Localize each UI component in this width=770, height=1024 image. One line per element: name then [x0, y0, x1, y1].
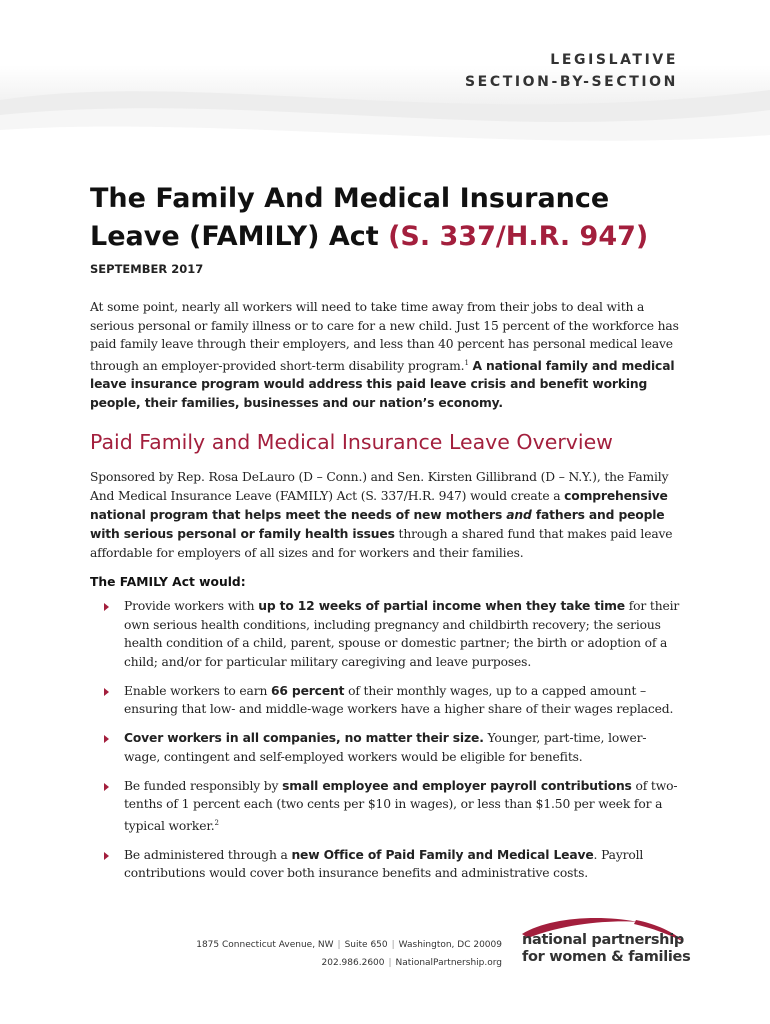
item-text: Younger, part-time, lower-wage, contingent and self-employed workers would be eligible for benefits. [124, 731, 647, 764]
label-line-2: SECTION-BY-SECTION [464, 74, 678, 90]
item-bold: 66 percent [270, 683, 345, 698]
footer-phone: 202.986.2600 [321, 958, 385, 968]
list-item [90, 729, 682, 766]
item-bold: Cover workers in all companies, no matter their size. [124, 731, 484, 745]
item-bold: small employee and employer payroll contributions [282, 778, 632, 793]
title-bill-number: (S. 337/H.R. 947) [388, 221, 649, 252]
footer-city: Washington, DC 20009 [398, 940, 502, 950]
overview-text-1: Sponsored by Rep. Rosa DeLauro (D – Conn.) and Sen. Kirsten Gillibrand (D – N.Y.), the Family And Medical Insurance Leave (FAMILY) Act (S. 337/H.R. 947) would create a [90, 470, 669, 503]
footer-street: 1875 Connecticut Avenue, NW [196, 940, 334, 950]
triangle-bullet-icon [104, 852, 109, 860]
item-bold: up to 12 weeks of partial income when they take time [258, 599, 625, 613]
publication-date: SEPTEMBER 2017 [90, 262, 204, 276]
overview-bold-1: comprehensive national program that helps meet the needs of new mothers [90, 489, 668, 522]
page-title [90, 180, 690, 256]
item-text: . Payroll contributions would cover both insurance benefits and administrative costs. [124, 847, 644, 881]
triangle-bullet-icon [104, 783, 109, 791]
list-item [90, 597, 682, 671]
item-text: of two-tenths of 1 percent each (two cents per $10 in wages), or less than $1.50 per week for a typical worker. [124, 778, 678, 833]
footnote-2: 2 [214, 818, 219, 827]
footer-address: 1875 Connecticut Avenue, NW | Suite 650 | Washington, DC 20009 202.986.2600 | NationalPartnership.org [196, 940, 502, 968]
title-main: The Family And Medical Insurance Leave (FAMILY) Act [90, 183, 610, 252]
item-text: Be administered through a [124, 847, 292, 862]
item-text: Be funded responsibly by [124, 778, 283, 793]
list-item [90, 682, 682, 719]
item-text: of their monthly wages, up to a capped amount – ensuring that low- and middle-wage workers have a higher share of their wages replaced. [124, 683, 674, 716]
triangle-bullet-icon [104, 735, 109, 743]
intro-paragraph [90, 298, 682, 412]
triangle-bullet-icon [104, 603, 109, 611]
list-item [90, 777, 682, 836]
label-line-1: LEGISLATIVE [550, 52, 678, 68]
provisions-list [90, 597, 682, 893]
overview-bold-2: fathers and people with serious personal or family health issues [90, 508, 665, 541]
intro-bold: A national family and medical leave insurance program would address this paid leave crisis and benefit working people, their families, businesses and our nation’s economy. [90, 358, 675, 410]
list-item [90, 846, 682, 883]
item-bold: new Office of Paid Family and Medical Leave [291, 847, 594, 862]
overview-bold-italic: and [506, 508, 532, 522]
item-text: Provide workers with [124, 599, 259, 613]
intro-text: At some point, nearly all workers will need to take time away from their jobs to deal with a serious personal or family illness or to care for a new child. Just 15 percent of the workforce has paid family leave through their employers, and less than 40 percent has personal medical leave through an employer-provided short-term disability program. [90, 300, 679, 373]
family-act-would-heading: The FAMILY Act would: [90, 575, 246, 589]
overview-text-2: through a shared fund that makes paid leave affordable for employers of all sizes and for workers and their families. [90, 527, 673, 560]
overview-paragraph [90, 468, 682, 563]
logo-line-2: for women & families [522, 949, 691, 965]
document-type-label [465, 49, 678, 93]
footnote-1: 1 [464, 358, 469, 367]
logo [522, 932, 690, 966]
triangle-bullet-icon [104, 688, 109, 696]
item-text: Enable workers to earn [124, 683, 271, 698]
overview-heading: Paid Family and Medical Insurance Leave Overview [90, 430, 613, 454]
logo-line-1: national partnership [522, 932, 684, 948]
footer-website: NationalPartnership.org [395, 958, 502, 968]
item-text: for their own serious health conditions, including pregnancy and childbirth recovery; the serious health condition of a child, parent, spouse or domestic partner; the birth or adoption of a child; and/or for particular military caregiving and leave purposes. [124, 599, 680, 669]
footer-suite: Suite 650 [344, 940, 388, 950]
